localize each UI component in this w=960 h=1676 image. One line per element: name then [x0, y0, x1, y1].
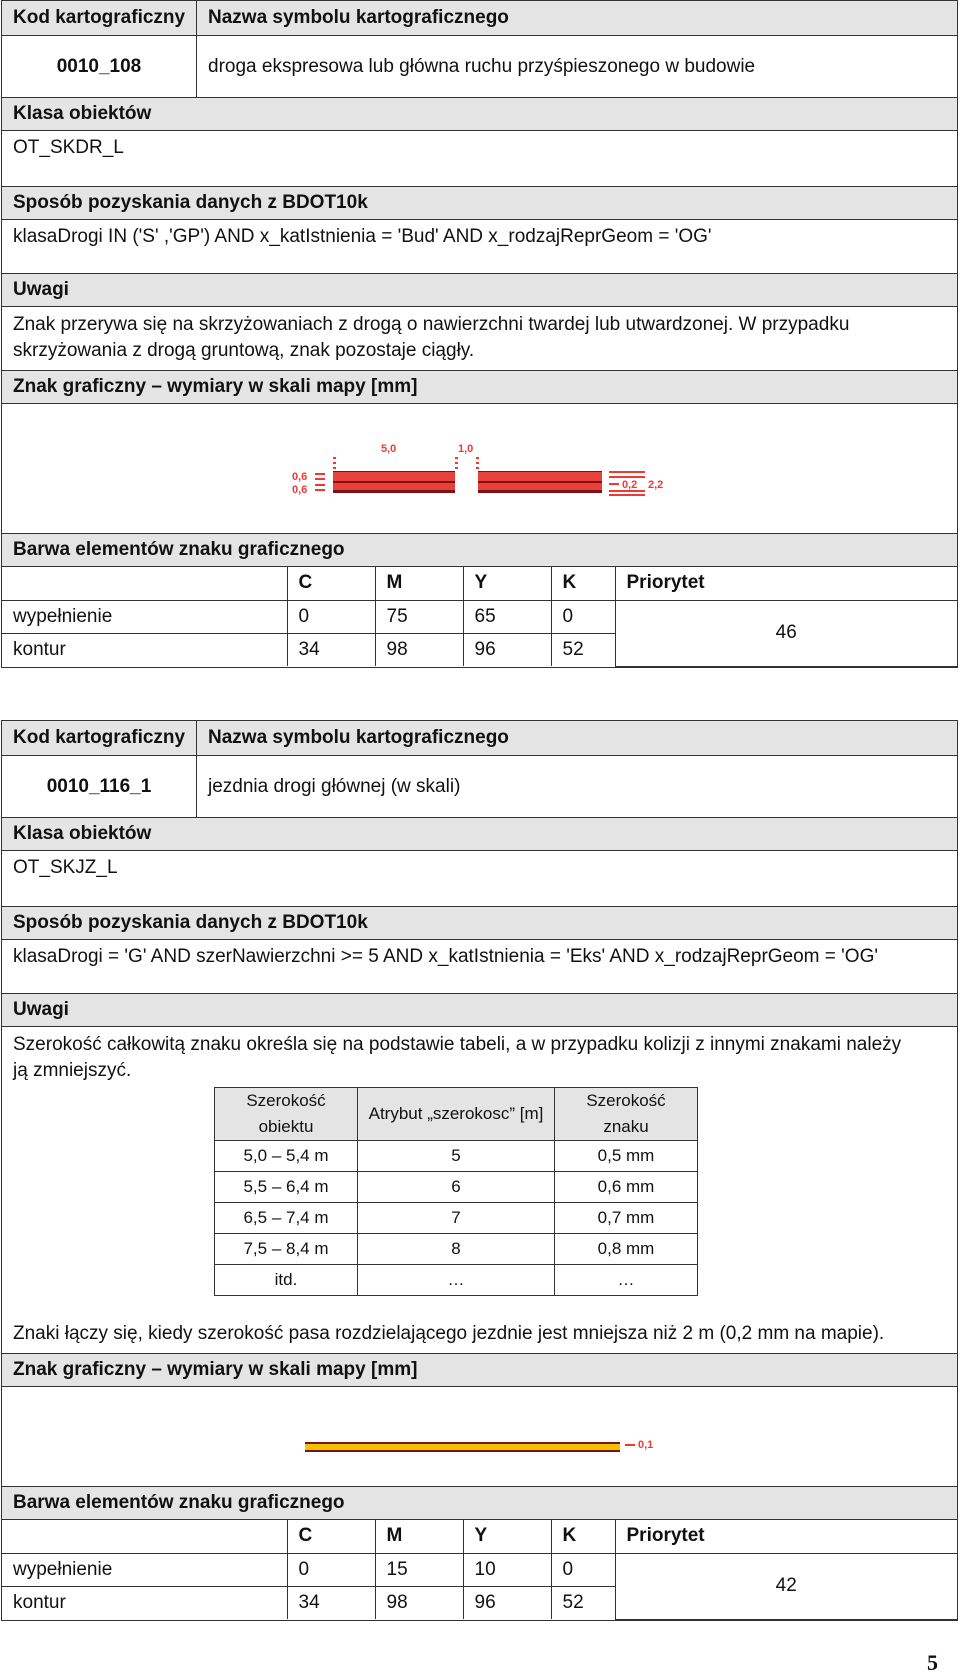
table-cell: 8	[358, 1234, 555, 1265]
road-dash-segment	[478, 471, 602, 493]
table-cell: 6,5 – 7,4 m	[215, 1203, 358, 1234]
table-cell: 0,6 mm	[555, 1172, 698, 1203]
col-y: Y	[463, 1520, 551, 1553]
remarks-text	[2, 307, 957, 371]
outline-c: 34	[287, 1586, 375, 1619]
code-header: Kod kartograficzny	[2, 1, 197, 35]
remarks-line-2: skrzyżowania z drogą gruntową, znak pozostaje ciągły.	[13, 340, 475, 361]
graphic-symbol-area	[2, 404, 957, 534]
col-c: C	[287, 567, 375, 600]
remarks-line-2: ją zmniejszyć.	[13, 1060, 132, 1081]
width-table-header	[215, 1088, 698, 1141]
remarks-header: Uwagi	[2, 994, 957, 1027]
source-query: klasaDrogi IN ('S' ,'GP') AND x_katIstnienia = 'Bud' AND x_rodzajReprGeom = 'OG'	[2, 220, 957, 274]
color-header: Barwa elementów znaku graficznego	[2, 1487, 957, 1520]
table-row	[215, 1234, 698, 1265]
class-header: Klasa obiektów	[2, 818, 957, 851]
outline-c: 34	[287, 633, 375, 666]
fill-c: 0	[287, 1553, 375, 1586]
table-cell: 6	[358, 1172, 555, 1203]
table-cell: 0,8 mm	[555, 1234, 698, 1265]
fill-m: 15	[375, 1553, 463, 1586]
fill-c: 0	[287, 600, 375, 633]
fill-m: 75	[375, 600, 463, 633]
width-header-attribute: Atrybut „szerokosc” [m]	[358, 1088, 555, 1141]
priority-value: 46	[615, 600, 957, 666]
fill-y: 10	[463, 1553, 551, 1586]
page-number: 5	[927, 1650, 938, 1675]
outline-label: kontur	[2, 633, 287, 666]
main-road-carriageway-symbol	[2, 1387, 957, 1487]
col-k: K	[551, 567, 615, 600]
fill-label: wypełnienie	[2, 600, 287, 633]
cmyk-table	[2, 567, 957, 668]
code-name-header	[2, 721, 957, 756]
col-priority: Priorytet	[615, 1520, 957, 1553]
fill-row	[2, 600, 957, 633]
symbol-code: 0010_116_1	[2, 756, 197, 817]
table-row	[215, 1172, 698, 1203]
object-class: OT_SKJZ_L	[2, 851, 957, 907]
col-priority: Priorytet	[615, 567, 957, 600]
fill-label: wypełnienie	[2, 1553, 287, 1586]
code-name-row	[2, 756, 957, 818]
graphic-header: Znak graficzny – wymiary w skali mapy [mm]	[2, 371, 957, 404]
dim-left-bottom: 0,6	[292, 484, 308, 496]
outline-y: 96	[463, 633, 551, 666]
code-header: Kod kartograficzny	[2, 721, 197, 755]
dim-right-total: 2,2	[648, 479, 664, 491]
outline-y: 96	[463, 1586, 551, 1619]
symbol-card-0010-108	[1, 0, 958, 668]
width-header-object: Szerokość obiektu	[215, 1088, 358, 1141]
object-class: OT_SKDR_L	[2, 131, 957, 187]
cmyk-header-row	[2, 567, 957, 600]
table-cell: 7	[358, 1203, 555, 1234]
source-header: Sposób pozyskania danych z BDOT10k	[2, 907, 957, 940]
outline-label: kontur	[2, 1586, 287, 1619]
table-cell: …	[358, 1265, 555, 1296]
road-under-construction-symbol	[2, 404, 957, 534]
dim-gap-length: 1,0	[458, 443, 474, 455]
symbol-card-0010-116-1	[1, 720, 958, 1621]
col-m: M	[375, 1520, 463, 1553]
source-header: Sposób pozyskania danych z BDOT10k	[2, 187, 957, 220]
symbol-name: jezdnia drogi głównej (w skali)	[208, 775, 461, 797]
fill-k: 0	[551, 600, 615, 633]
table-cell: 5	[358, 1141, 555, 1172]
table-cell: 0,7 mm	[555, 1203, 698, 1234]
width-table	[214, 1087, 698, 1296]
outline-m: 98	[375, 1586, 463, 1619]
left-side-marks	[315, 473, 325, 491]
dim-dash-length: 5,0	[381, 443, 397, 455]
code-name-header	[2, 1, 957, 36]
outline-dimension-marks	[625, 1444, 635, 1446]
outline-m: 98	[375, 633, 463, 666]
table-cell: 7,5 – 8,4 m	[215, 1234, 358, 1265]
graphic-header: Znak graficzny – wymiary w skali mapy [mm]	[2, 1354, 957, 1387]
dim-right-inner: 0,2	[622, 479, 638, 491]
symbol-name: droga ekspresowa lub główna ruchu przyśpieszonego w budowie	[208, 55, 756, 77]
col-c: C	[287, 1520, 375, 1553]
carriageway-line	[305, 1442, 620, 1452]
fill-y: 65	[463, 600, 551, 633]
symbol-code: 0010_108	[2, 36, 197, 97]
table-cell: itd.	[215, 1265, 358, 1296]
priority-value: 42	[615, 1553, 957, 1619]
table-cell: …	[555, 1265, 698, 1296]
table-cell: 5,0 – 5,4 m	[215, 1141, 358, 1172]
road-dash-segment	[333, 471, 455, 493]
remarks-line-1: Szerokość całkowitą znaku określa się na podstawie tabeli, a w przypadku kolizji z innymi znakami należy	[13, 1034, 902, 1055]
cmyk-table	[2, 1520, 957, 1621]
fill-row	[2, 1553, 957, 1586]
color-header: Barwa elementów znaku graficznego	[2, 534, 957, 567]
source-query: klasaDrogi = 'G' AND szerNawierzchni >= 5 AND x_katIstnienia = 'Eks' AND x_rodzajReprGeom = 'OG'	[2, 940, 957, 994]
table-cell: 0,5 mm	[555, 1141, 698, 1172]
class-header: Klasa obiektów	[2, 98, 957, 131]
fill-k: 0	[551, 1553, 615, 1586]
left-dimension-marks	[333, 457, 479, 469]
col-y: Y	[463, 567, 551, 600]
dim-left-top: 0,6	[292, 471, 308, 483]
table-row	[215, 1203, 698, 1234]
remarks-line-1: Znak przerywa się na skrzyżowaniach z drogą o nawierzchni twardej lub utwardzonej. W przypadku	[13, 314, 850, 335]
width-header-symbol: Szerokość znaku	[555, 1088, 698, 1141]
table-row	[215, 1265, 698, 1296]
remarks-text	[2, 1027, 957, 1354]
table-row	[215, 1141, 698, 1172]
dim-outline: 0,1	[638, 1439, 654, 1451]
graphic-symbol-area	[2, 1387, 957, 1487]
col-k: K	[551, 1520, 615, 1553]
col-m: M	[375, 567, 463, 600]
name-header: Nazwa symbolu kartograficznego	[208, 7, 509, 28]
remarks-header: Uwagi	[2, 274, 957, 307]
cmyk-header-row	[2, 1520, 957, 1553]
outline-k: 52	[551, 1586, 615, 1619]
remarks-after-table: Znaki łączy się, kiedy szerokość pasa rozdzielającego jezdnie jest mniejsza niż 2 m (0,2 mm na mapie).	[13, 1323, 885, 1344]
code-name-row	[2, 36, 957, 98]
table-cell: 5,5 – 6,4 m	[215, 1172, 358, 1203]
name-header: Nazwa symbolu kartograficznego	[208, 727, 509, 748]
outline-k: 52	[551, 633, 615, 666]
